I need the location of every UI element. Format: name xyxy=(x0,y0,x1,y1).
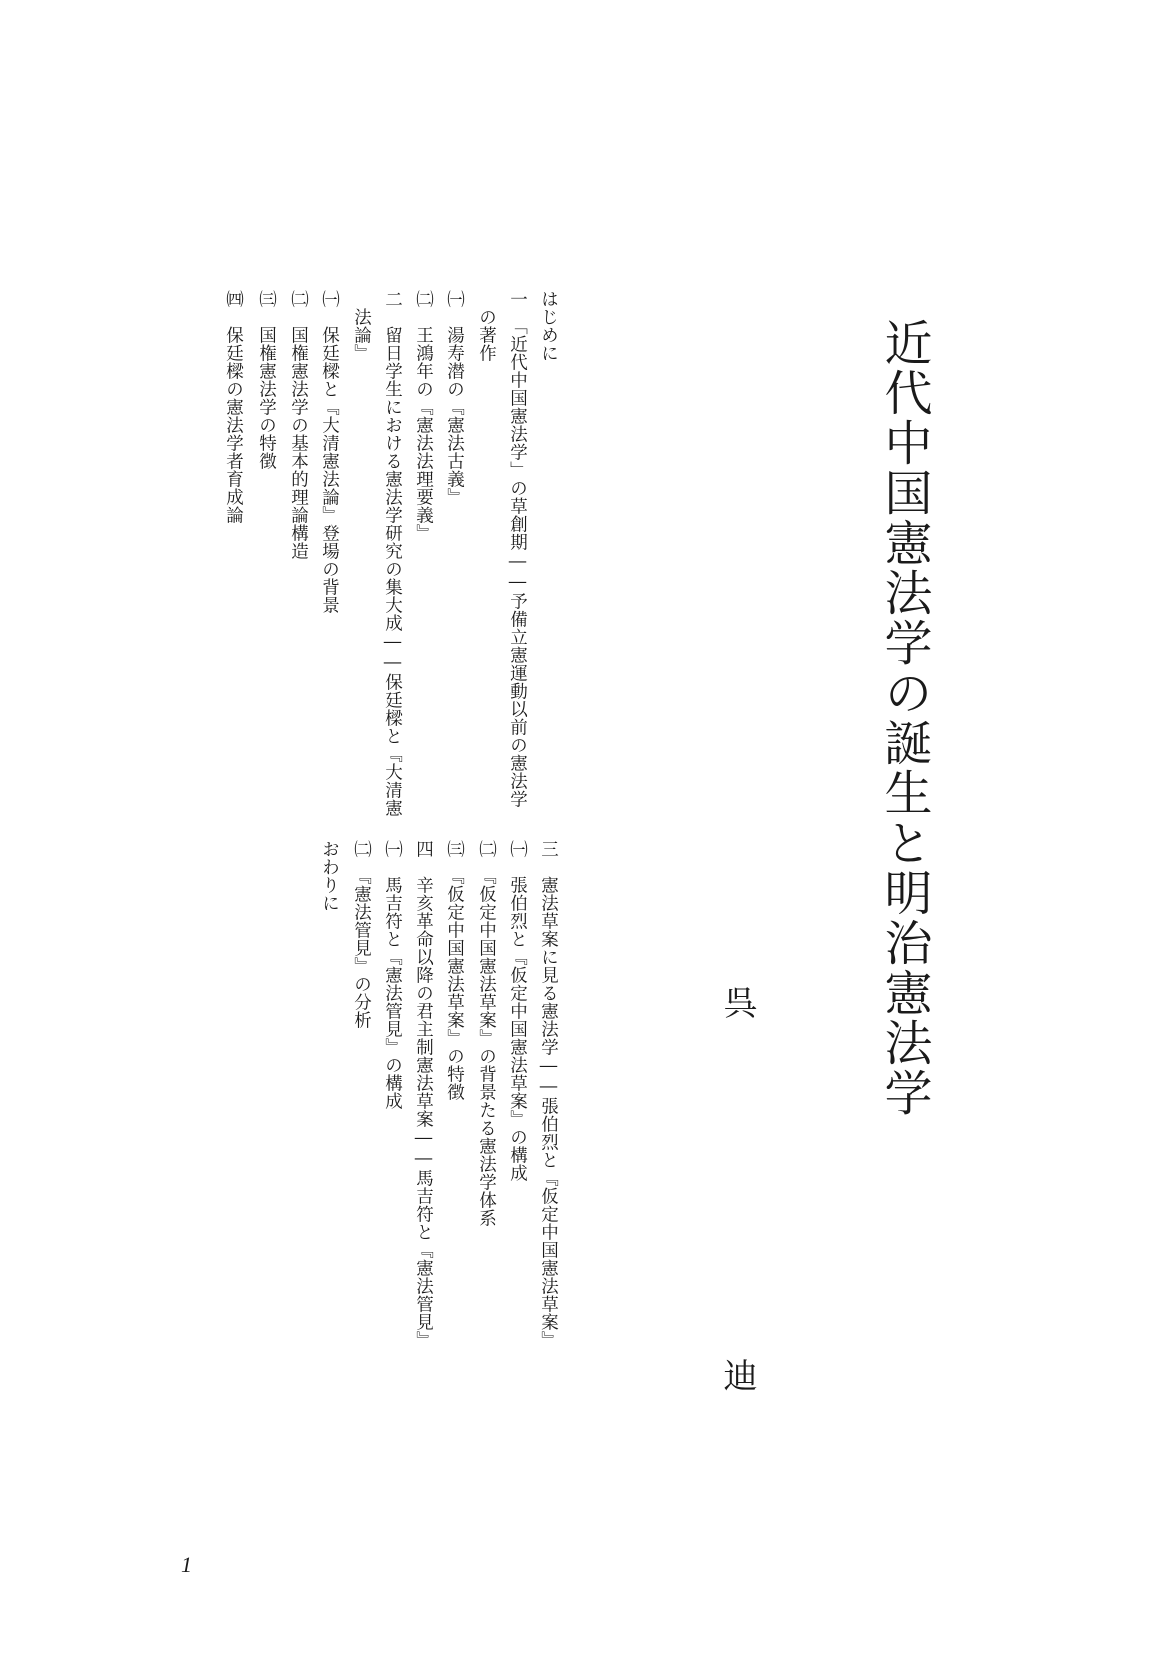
toc-entry-section-1-1: ㈠ 湯寿潜の『憲法古義』 xyxy=(444,290,465,506)
toc-entry-section-2-2: ㈡ 国権憲法学の基本的理論構造 xyxy=(288,290,309,560)
toc-entry-section-1: 一 「近代中国憲法学」の草創期――予備立憲運動以前の憲法学 xyxy=(507,290,528,809)
chapter-title: 近代中国憲法学の誕生と明治憲法学 xyxy=(876,318,932,1118)
toc-entry-section-2-1: ㈠ 保廷樑と『大清憲法論』登場の背景 xyxy=(319,290,340,614)
toc-entry-section-2-3: ㈢ 国権憲法学の特徴 xyxy=(256,290,277,470)
toc-entry-conclusion: おわりに xyxy=(319,840,340,912)
author-family-name: 呉 xyxy=(717,985,757,1019)
toc-entry-section-3: 三 憲法草案に見る憲法学――張伯烈と『仮定中国憲法草案』 xyxy=(538,840,559,1349)
toc-entry-section-2: 二 留日学生における憲法学研究の集大成――保廷樑と『大清憲 xyxy=(382,290,403,817)
toc-entry-section-4-1: ㈠ 馬吉符と『憲法管見』の構成 xyxy=(382,840,403,1110)
toc-entry-section-3-3: ㈢ 『仮定中国憲法草案』の特徴 xyxy=(444,840,465,1102)
toc-entry-section-4-2: ㈡ 『憲法管見』の分析 xyxy=(351,840,372,1030)
author-given-name: 迪 xyxy=(717,1358,757,1392)
page-number: 1 xyxy=(181,1552,192,1577)
toc-entry-section-1-cont: の著作 xyxy=(476,308,497,362)
toc-entry-section-3-2: ㈡ 『仮定中国憲法草案』の背景たる憲法学体系 xyxy=(476,840,497,1228)
toc-entry-section-2-cont: 法論』 xyxy=(351,308,372,362)
toc-entry-section-1-2: ㈡ 王鴻年の『憲法法理要義』 xyxy=(413,290,434,542)
toc-entry-section-4: 四 辛亥革命以降の君主制憲法草案――馬吉符と『憲法管見』 xyxy=(413,840,434,1349)
toc-entry-section-3-1: ㈠ 張伯烈と『仮定中国憲法草案』の構成 xyxy=(507,840,528,1182)
toc-entry-section-2-4: ㈣ 保廷樑の憲法学者育成論 xyxy=(223,290,244,524)
toc-entry-introduction: はじめに xyxy=(538,290,559,362)
